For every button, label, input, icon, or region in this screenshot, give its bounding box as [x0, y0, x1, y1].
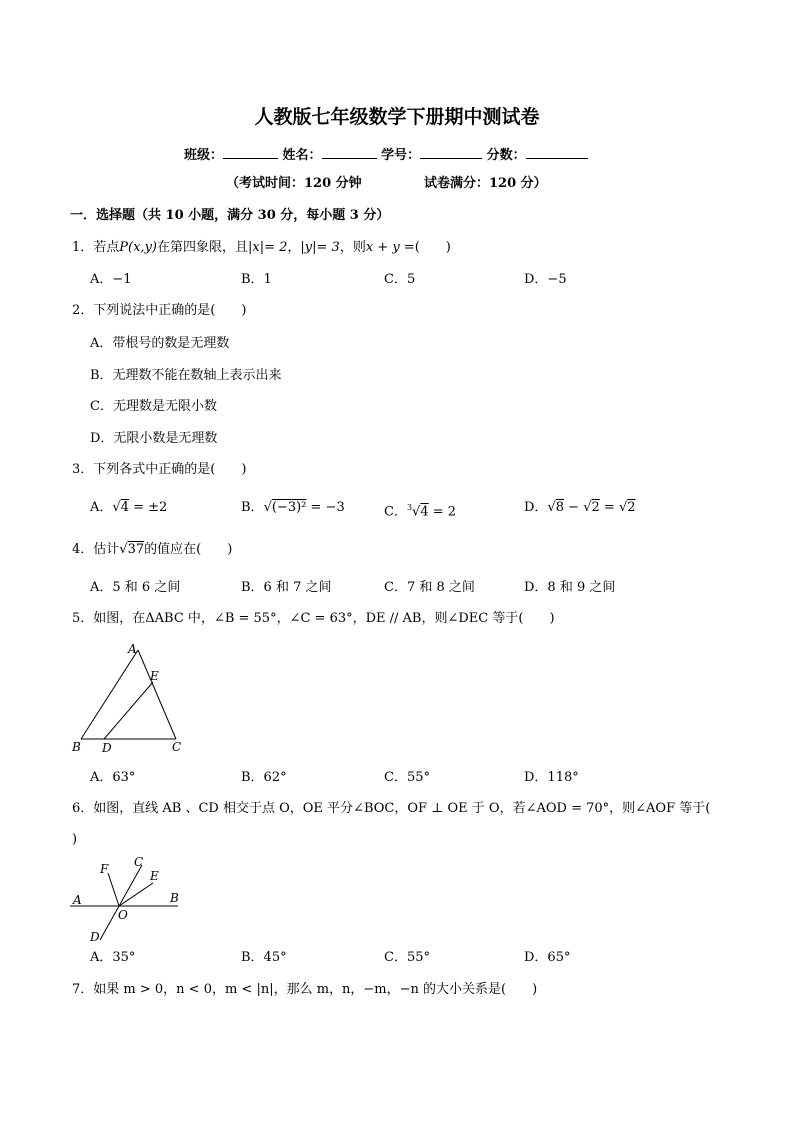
q3-c-label: C． [384, 504, 407, 520]
q3-d-radicand-1: 8 [555, 500, 565, 515]
q4-radicand: 37 [127, 542, 145, 557]
q2-option-b[interactable]: B．无理数不能在数轴上表示出来 [90, 368, 282, 383]
label-d: D [90, 930, 100, 944]
q2-option-a[interactable]: A．带根号的数是无理数 [90, 336, 230, 351]
q1-expr: x + y = [365, 240, 415, 255]
question-6-stem: 6．如图，直线 AB 、CD 相交于点 O，OE 平分∠BOC，OF ⊥ OE 于 O，若∠AOD = 70°，则∠AOF 等于( [72, 801, 711, 816]
q3-d-radicand-2: 2 [591, 500, 600, 515]
q6-option-c[interactable]: C．55° [384, 950, 430, 965]
q1-paren: ( ) [414, 240, 451, 255]
q3-b-rest: = −3 [306, 500, 345, 515]
q1-cond-y: |y|= 3 [300, 240, 340, 255]
label-a: A [128, 642, 137, 656]
question-6-stem-cont: ) [72, 832, 78, 847]
q3-option-d[interactable]: D．√8 − √2 = √2 [524, 500, 636, 515]
question-2-stem: 2．下列说法中正确的是( ) [72, 303, 247, 318]
question-3-stem: 3．下列各式中正确的是( ) [72, 462, 247, 477]
id-blank[interactable] [420, 146, 482, 159]
student-info-line [184, 146, 588, 164]
side-ac [138, 650, 176, 739]
class-label: 班级： [184, 148, 224, 163]
q1-cond-x: |x|= 2 [248, 240, 288, 255]
q3-c-radicand: 4 [420, 504, 429, 520]
triangle-figure [66, 640, 196, 755]
question-5-stem: 5．如图，在ΔABC 中，∠B = 55°，∠C = 63°，DE // AB，则∠DEC 等于( ) [72, 611, 555, 626]
q3-a-radicand: 4 [120, 500, 129, 515]
q5-option-b[interactable]: B．62° [241, 770, 287, 785]
ray-oe [119, 883, 153, 906]
q3-d-equals: = [599, 500, 619, 515]
q3-a-label: A． [90, 500, 113, 515]
q3-option-b[interactable]: B．√(−3)² = −3 [241, 500, 345, 515]
intersecting-lines-figure [70, 855, 190, 945]
id-label: 学号： [381, 148, 421, 163]
label-f: F [100, 862, 109, 876]
q5-option-d[interactable]: D．118° [524, 770, 579, 785]
exam-full-score: 试卷满分：120 分） [424, 176, 547, 191]
label-a: A [73, 893, 82, 907]
question-7-stem: 7．如果 m > 0，n < 0，m < |n|，那么 m，n，−m，−n 的大小关系是( ) [72, 982, 538, 997]
q1-option-a[interactable]: A．−1 [90, 272, 132, 287]
q2-option-d[interactable]: D．无限小数是无理数 [90, 431, 218, 446]
q1-text: 在第四象限，且 [156, 240, 248, 255]
line-cd [100, 865, 142, 940]
q5-option-c[interactable]: C．55° [384, 770, 430, 785]
q3-d-label: D． [524, 500, 548, 515]
q1-text: 1．若点 [72, 240, 120, 255]
question-1-stem: 1．若点P(x,y)在第四象限，且|x|= 2，|y|= 3，则x + y =( ) [72, 240, 451, 255]
q3-option-a[interactable]: A．√4 = ±2 [90, 500, 168, 515]
q3-option-c[interactable]: C．$^3$√4 = 2 [384, 503, 457, 520]
label-e: E [150, 869, 159, 883]
class-blank[interactable] [223, 146, 278, 159]
q3-d-minus: − [564, 500, 584, 515]
q2-option-c[interactable]: C．无理数是无限小数 [90, 399, 217, 414]
q4-option-b[interactable]: B．6 和 7 之间 [241, 580, 332, 595]
segment-de [104, 682, 153, 739]
exam-time: （考试时间：120 分钟 [226, 176, 362, 191]
q1-option-b[interactable]: B．1 [241, 272, 272, 287]
label-o: O [118, 908, 128, 922]
name-blank[interactable] [322, 146, 377, 159]
score-label: 分数： [486, 148, 526, 163]
label-c: C [172, 740, 182, 754]
q3-d-radicand-3: 2 [627, 500, 636, 515]
page-title: 人教版七年级数学下册期中测试卷 [254, 106, 540, 128]
q1-option-c[interactable]: C．5 [384, 272, 416, 287]
ray-of [108, 873, 119, 906]
section-heading: 一．选择题（共 10 小题，满分 30 分，每小题 3 分） [70, 208, 390, 223]
q4-option-a[interactable]: A．5 和 6 之间 [90, 580, 181, 595]
q1-text: ，则 [339, 240, 366, 255]
q4-text: 4．估计 [72, 542, 120, 557]
q1-point: P(x,y) [119, 240, 157, 255]
q6-option-d[interactable]: D．65° [524, 950, 571, 965]
q6-option-b[interactable]: B．45° [241, 950, 287, 965]
q3-c-rest: = 2 [428, 504, 457, 520]
q3-c-index: 3 [406, 503, 413, 512]
label-e: E [150, 669, 159, 683]
score-blank[interactable] [526, 146, 588, 159]
q1-option-d[interactable]: D．−5 [524, 272, 567, 287]
q4-text: 的值应在( ) [144, 542, 233, 557]
q3-a-rest: = ±2 [128, 500, 168, 515]
q5-option-a[interactable]: A．63° [90, 770, 136, 785]
question-4-stem: 4．估计√37的值应在( ) [72, 542, 233, 557]
side-ab [81, 650, 138, 739]
label-b: B [170, 891, 179, 905]
label-c: C [134, 855, 144, 869]
q3-b-radicand: (−3)² [271, 500, 307, 515]
q4-option-c[interactable]: C．7 和 8 之间 [384, 580, 475, 595]
label-b: B [72, 740, 81, 754]
q3-b-label: B． [241, 500, 264, 515]
q4-option-d[interactable]: D．8 和 9 之间 [524, 580, 616, 595]
name-label: 姓名： [282, 148, 322, 163]
label-d: D [102, 741, 112, 755]
q6-option-a[interactable]: A．35° [90, 950, 136, 965]
